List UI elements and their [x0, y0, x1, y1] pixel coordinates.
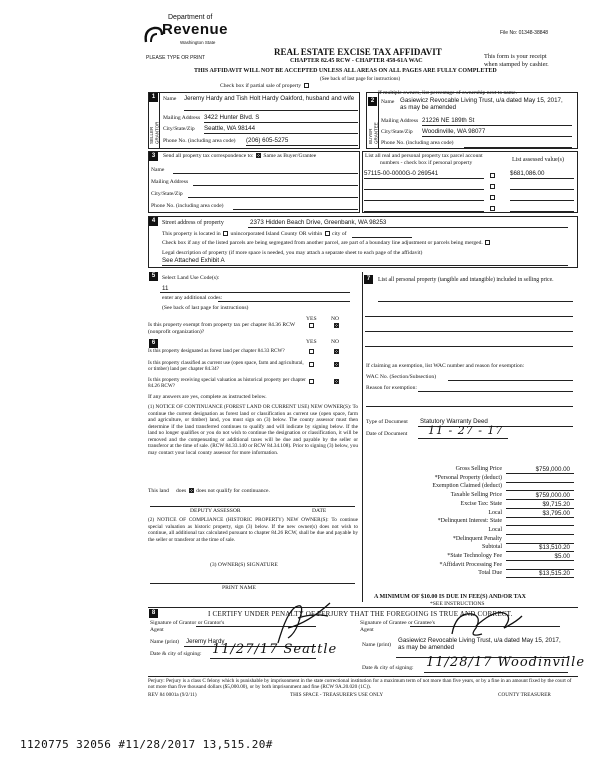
- section-8-number: 8: [149, 609, 158, 618]
- seller-mailing-label: Mailing Address: [163, 115, 201, 121]
- minimum-due: A MINIMUM OF $10.00 IS DUE IN FEE(S) AND/OR TAX: [374, 594, 526, 600]
- buyer-city-label: City/State/Zip: [381, 129, 413, 135]
- parcel-header-2: numbers - check box if personal property: [380, 160, 473, 166]
- s3-name-line: [173, 173, 358, 174]
- seller-mailing-line: [204, 122, 358, 123]
- land-use-code[interactable]: 11: [162, 285, 169, 292]
- land-use-see-back: (See back of last page for instructions): [162, 305, 249, 311]
- receipt-stamp: 1120775 32056 #11/28/2017 13,515.20#: [20, 738, 273, 751]
- tax-row-label: Local: [488, 509, 502, 516]
- rev-number: REV 84 0001a (9/2/11): [148, 692, 197, 698]
- q-current-use: Is this property classified as current use (open space, farm and agricultural, or timber) land per chapter 84.34?: [148, 360, 304, 373]
- print-name-line: [150, 583, 355, 584]
- tax-row-value[interactable]: $3,795.00: [542, 509, 570, 517]
- exempt-yes-checkbox[interactable]: [309, 323, 314, 328]
- s5-no: NO: [331, 316, 340, 322]
- grantor-date-city[interactable]: 11/27/17 Seattle: [212, 642, 338, 657]
- street-label: Street address of property: [162, 220, 224, 226]
- s3-mailing-label: Mailing Address: [151, 179, 189, 185]
- grantee-sig-label: Signature of Grantee or Grantee's Agent: [360, 620, 435, 633]
- notice-continuance: (1) NOTICE OF CONTINUANCE (FOREST LAND OR CURRENT USE) NEW OWNER(S): To continue the current designation as forest land or classification as current use (open space, farm and agriculture, or timber) land, you must sign on (3) below. The county assessor must then determine if the land transferred continues to qualify and will indicate by signing below. If the land no longer qualifies or you do not wish to continue the designation or classification, it will be removed and the compensating or additional taxes will be due and payable by the seller or transferor at the time of sale. (RCW 84.33.140 or RCW 84.34.108). Prior to signing (3) below, you may contact your local county assessor for more information.: [148, 404, 358, 456]
- file-number: File No: 01348-38848: [500, 30, 549, 36]
- tax-row-label: Taxable Selling Price: [450, 492, 502, 499]
- tax-row-label: *State Technology Fee: [447, 553, 502, 559]
- certify-statement: I CERTIFY UNDER PENALTY OF PERJURY THAT THE FOREGOING IS TRUE AND CORRECT.: [208, 610, 513, 618]
- seller-city-line: [204, 133, 358, 134]
- any-yes-note: If any answers are yes, complete as instructed below.: [148, 394, 267, 400]
- grantor-date-line: [210, 658, 316, 659]
- tax-row-label: *Delinquent Interest: State: [437, 518, 502, 525]
- dept-state: Washington State: [180, 40, 216, 45]
- reason-label: Reason for exemption:: [366, 385, 417, 391]
- owner-signature-label: (3) OWNER(S) SIGNATURE: [210, 562, 278, 568]
- section-6-number: 6: [149, 339, 158, 348]
- section-5-7-divider: [362, 272, 363, 602]
- assessed-value[interactable]: $681,086.00: [510, 170, 545, 177]
- q-forest: Is this property designated as forest land per chapter 84.33 RCW?: [148, 348, 285, 354]
- buyer-phone-line: [464, 147, 572, 148]
- assessed-header: List assessed value(s): [512, 157, 564, 163]
- grantee-name-label: Name (print): [362, 642, 392, 648]
- dor-logo: [140, 14, 235, 54]
- warning-text: THIS AFFIDAVIT WILL NOT BE ACCEPTED UNLESS ALL AREAS ON ALL PAGES ARE FULLY COMPLETED: [194, 68, 497, 74]
- print-name-label: PRINT NAME: [222, 585, 256, 591]
- tax-row-label: *Affidavit Processing Fee: [439, 561, 502, 568]
- personal-property-checkbox-1[interactable]: [490, 173, 495, 178]
- county-treasurer: COUNTY TREASURER: [498, 692, 551, 698]
- form-chapter: CHAPTER 82.45 RCW - CHAPTER 458-61A WAC: [290, 58, 423, 64]
- tax-row-value[interactable]: $9,715.20: [542, 500, 570, 508]
- parcel-line-4: [364, 211, 484, 212]
- tax-row-label: Exemption Claimed (deduct): [432, 483, 502, 490]
- forest-no-checkbox[interactable]: [334, 349, 339, 354]
- tax-row-label: Total Due: [478, 570, 502, 577]
- receipt-note-1: This form is your receipt: [484, 53, 547, 60]
- grantee-date-city[interactable]: 11/28/17 Woodinville: [426, 655, 586, 670]
- personal-property-checkbox-2[interactable]: [490, 184, 495, 189]
- land-use-label: Select Land Use Code(s):: [162, 275, 220, 281]
- parcel-line-2: [364, 189, 484, 190]
- historic-yes-checkbox[interactable]: [309, 379, 314, 384]
- seller-phone-line: [246, 145, 358, 146]
- grantor-sig-label: Signature of Grantor or Grantor's Agent: [150, 620, 225, 633]
- tax-row-value[interactable]: $13,515.20: [539, 570, 570, 578]
- section-3-number: 3: [149, 152, 158, 161]
- legal-line: [162, 265, 568, 266]
- tax-row-label: Excise Tax: State: [460, 500, 502, 507]
- grantee-date-line: [424, 672, 568, 673]
- street-line: [248, 227, 568, 228]
- current-use-no-checkbox[interactable]: [334, 362, 339, 367]
- personal-property-checkbox-4[interactable]: [490, 206, 495, 211]
- buyer-phone-label: Phone No. (including area code): [381, 140, 454, 146]
- buyer-mailing[interactable]: 21226 NE 189th St: [422, 117, 475, 124]
- legal-description[interactable]: See Attached Exhibit A: [162, 257, 225, 264]
- tax-row-line: [506, 577, 574, 578]
- legal-label: Legal description of property (if more space is needed, you may attach a separate sheet to each page of the affidavit): [162, 250, 423, 256]
- grantee-date-label: Date & city of signing:: [362, 665, 414, 671]
- s6-no: NO: [331, 339, 340, 345]
- tax-row-label: *Personal Property (deduct): [434, 474, 502, 481]
- doc-date-label: Date of Document: [366, 431, 408, 437]
- section-2-number: 2: [368, 97, 377, 106]
- buyer-city[interactable]: Woodinville, WA 98077: [422, 128, 486, 135]
- s6-yes: YES: [306, 339, 317, 345]
- assessed-line-2: [510, 189, 574, 190]
- tax-row-line: [506, 473, 574, 474]
- personal-property-line-3: [365, 331, 573, 332]
- buyer-label: BUYER GRANTEE: [368, 122, 379, 144]
- seller-name[interactable]: Jeremy Hardy and Tish Holt Hardy Oakford, husband and wife: [184, 95, 355, 102]
- personal-property-line-2: [365, 316, 573, 317]
- seller-phone-label: Phone No. (including area code): [163, 138, 236, 144]
- assessed-line-1: [510, 178, 574, 179]
- seller-name-label: Name: [163, 96, 177, 102]
- assessed-line-4: [510, 211, 574, 212]
- deputy-line: [150, 506, 355, 507]
- historic-no-checkbox[interactable]: [334, 379, 339, 384]
- q-historic: Is this property receiving special valuation as historical property per chapter 84.26 RCW?: [148, 377, 306, 390]
- located-line: This property is located in unincorporated Island County OR within city of: [162, 231, 347, 237]
- section-5-number: 5: [149, 272, 158, 281]
- city-of-line: [352, 237, 412, 238]
- receipt-note-2: when stamped by cashier.: [484, 61, 549, 68]
- send-correspondence: Send all property tax correspondence to: Same as Buyer/Grantee: [163, 153, 317, 159]
- seller-mailing[interactable]: 3422 Hunter Blvd. S: [204, 114, 260, 121]
- s3-city-label: City/State/Zip: [151, 191, 183, 197]
- personal-property-label: List all personal property (tangible and intangible) included in selling price.: [378, 277, 554, 283]
- dept-name: Revenue: [162, 21, 229, 38]
- section-1-number: 1: [149, 93, 158, 102]
- perjury-note: Perjury: Perjury is a class C felony which is punishable by imprisonment in the state correctional institution for a maximum term of not more than five years, or by a fine in an amount fixed by the court of not more than five thousand dollars ($5,000.00), or by both imprisonment and fine (RCW 9A.20.020 (1C)).: [148, 678, 572, 691]
- print-note: PLEASE TYPE OR PRINT: [146, 55, 206, 61]
- tax-row-line: [506, 534, 574, 535]
- tax-row-label: Subtotal: [481, 544, 502, 551]
- dept-small: Department of: [168, 14, 213, 21]
- buyer-name[interactable]: Gasiewicz Revocable Living Trust, u/a dated May 15, 2017, as may be amended: [400, 97, 563, 111]
- additional-codes-label: enter any additional codes:: [162, 295, 223, 301]
- dor-logo-icon: [142, 24, 164, 46]
- reason-line-2: [366, 406, 573, 407]
- tax-row-label: *Delinquent Penalty: [452, 535, 502, 542]
- exempt-no-checkbox[interactable]: [334, 323, 339, 328]
- partial-sale-checkbox[interactable]: [304, 83, 309, 88]
- reason-line-1: [418, 391, 573, 392]
- tax-row-value[interactable]: $759,000.00: [535, 466, 570, 473]
- segregated-checkbox[interactable]: [485, 240, 490, 245]
- grantor-name-label: Name (print): [150, 639, 180, 645]
- this-land-line: This land does does not qualify for continuance.: [148, 488, 270, 494]
- exemption-label: If claiming an exemption, list WAC number and reason for exemption:: [366, 363, 525, 369]
- doc-type-label: Type of Document: [366, 419, 408, 425]
- see-instructions: *SEE INSTRUCTIONS: [430, 601, 485, 607]
- s3-name-label: Name: [151, 167, 165, 173]
- personal-property-checkbox-3[interactable]: [490, 195, 495, 200]
- city-of-checkbox[interactable]: [325, 231, 330, 236]
- partial-sale: Check box if partial sale of property: [220, 83, 310, 90]
- grantee-name[interactable]: Gasiewicz Revocable Living Trust, u/a dated May 15, 2017, as may be amended: [398, 637, 561, 651]
- s3-phone-line: [233, 209, 358, 210]
- grantor-signature[interactable]: [258, 598, 338, 648]
- assessed-line-3: [510, 200, 574, 201]
- s3-phone-label: Phone No. (including area code): [151, 203, 224, 209]
- doc-date[interactable]: 11 - 27 - 17: [428, 424, 504, 437]
- treasurer-space: THIS SPACE - TREASURER'S USE ONLY: [290, 692, 384, 698]
- doc-type[interactable]: Statutory Warranty Deed: [420, 418, 488, 425]
- seller-city-label: City/State/Zip: [163, 126, 195, 132]
- buyer-city-line: [422, 136, 572, 137]
- land-use-line: [160, 292, 350, 293]
- s3-city-line: [188, 197, 358, 198]
- form-title: REAL ESTATE EXCISE TAX AFFIDAVIT: [274, 47, 442, 57]
- section-2-divider: [378, 92, 379, 149]
- does-not-checkbox[interactable]: [189, 488, 194, 493]
- current-use-yes-checkbox[interactable]: [309, 362, 314, 367]
- tax-row-value[interactable]: $13,510.20: [539, 544, 570, 552]
- segregated-line: Check box if any of the listed parcels are being segregated from another parcel, are part of a boundary line adjustment or parcels being merged.: [162, 240, 491, 247]
- multiple-owners-note: If multiple owners, list percentage of ownership next to name.: [378, 90, 518, 96]
- section-4-number: 4: [149, 217, 158, 226]
- buyer-mailing-label: Mailing Address: [381, 118, 419, 124]
- parcel-number[interactable]: 57115-00-0000G-0 269541: [364, 170, 439, 177]
- notice-compliance: (2) NOTICE OF COMPLIANCE (HISTORIC PROPERTY) NEW OWNER(S): To continue special valuation as historic property, sign (3) below. If the new owner(s) does not wish to continue, all additional tax calculated pursuant to chapter 84.26 RCW, shall be due and payable by the seller or transferor at the time of sale.: [148, 517, 358, 543]
- tax-row-value[interactable]: $5.00: [554, 553, 570, 560]
- street-address[interactable]: 2373 Hidden Beach Drive, Greenbank, WA 98253: [250, 219, 387, 226]
- tax-row-line: [506, 560, 574, 561]
- footer-line: [148, 676, 578, 677]
- parcel-line-1: [364, 178, 484, 179]
- deputy-assessor-label: DEPUTY ASSESSOR: [190, 508, 241, 514]
- wac-label: WAC No. (Section/Subsection): [366, 374, 437, 380]
- q-exempt: Is this property exempt from property tax per chapter 84.36 RCW (nonprofit organization)?: [148, 322, 296, 335]
- buyer-mailing-line: [422, 125, 572, 126]
- s5-yes: YES: [306, 316, 317, 322]
- tax-row-value[interactable]: $759,000.00: [535, 492, 570, 500]
- seller-city[interactable]: Seattle, WA 98144: [204, 125, 256, 132]
- seller-label: SELLER GRANTOR: [149, 121, 160, 144]
- wac-line: [448, 380, 573, 381]
- same-as-buyer-checkbox[interactable]: [256, 153, 261, 158]
- unincorporated-checkbox[interactable]: [223, 231, 228, 236]
- doc-date-line: [418, 438, 508, 439]
- tax-row-line: [506, 525, 574, 526]
- section-7-number: 7: [364, 275, 373, 284]
- personal-property-line-4: [365, 346, 573, 347]
- grantor-date-label: Date & city of signing:: [150, 651, 202, 657]
- tax-row-label: Local: [488, 526, 502, 533]
- section-1-divider: [159, 92, 160, 149]
- tax-row-label: Gross Selling Price: [455, 466, 502, 472]
- seller-phone[interactable]: (206) 605-5275: [246, 137, 289, 144]
- tax-row-line: [506, 517, 574, 518]
- parcel-header-1: List all real and personal property tax parcel account: [365, 153, 483, 159]
- additional-codes-line: [218, 301, 350, 302]
- seller-name-line: [184, 110, 358, 111]
- grantor-name[interactable]: Jeremy Hardy: [186, 638, 225, 645]
- see-back-header: (See back of last page for instructions): [320, 76, 401, 82]
- buyer-name-label: Name: [381, 99, 395, 105]
- s3-mailing-line: [193, 185, 358, 186]
- parcel-line-3: [364, 200, 484, 201]
- forest-yes-checkbox[interactable]: [309, 349, 314, 354]
- personal-property-line-1: [378, 301, 573, 302]
- tax-row-line: [506, 482, 574, 483]
- deputy-date-label: DATE: [312, 508, 327, 514]
